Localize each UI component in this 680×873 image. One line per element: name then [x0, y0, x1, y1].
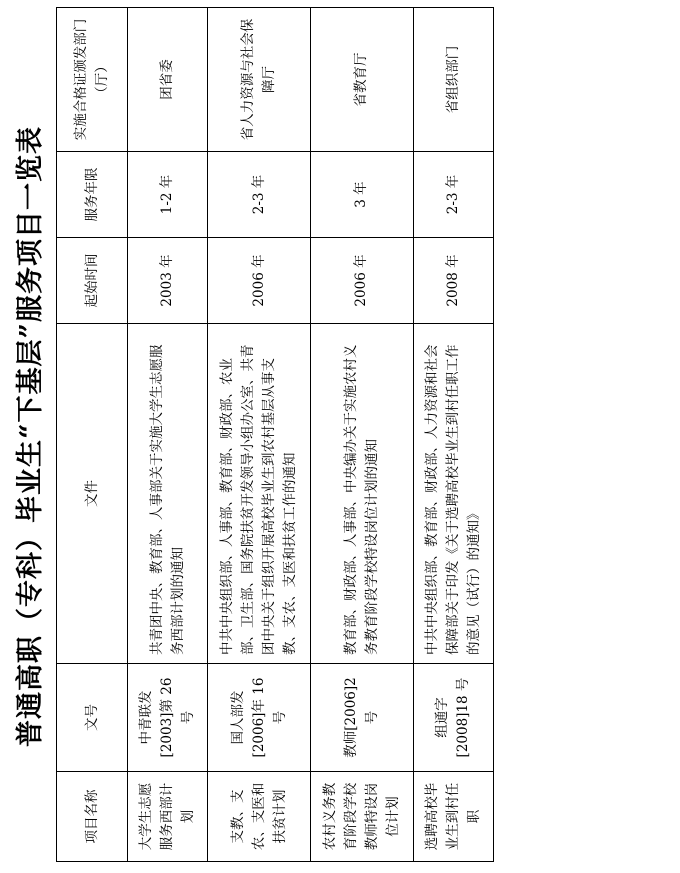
cell-start-time: 2006 年	[310, 238, 413, 324]
cell-issuing-dept: 省人力资源与社会保障厅	[208, 8, 311, 152]
cell-doc-number: 组通字[2008]18 号	[413, 664, 493, 772]
header-doc-number: 文号	[57, 664, 128, 772]
cell-service-years: 2-3 年	[413, 152, 493, 238]
cell-issuing-dept: 省教育厅	[310, 8, 413, 152]
cell-doc-number: 中青联发[2003]第 26 号	[128, 664, 208, 772]
cell-document: 中共中央组织部、教育部、财政部、人力资源和社会保障部关于印发《关于选聘高校毕业生到村任职工作的意见（试行）的通知》	[413, 324, 493, 664]
cell-start-time: 2008 年	[413, 238, 493, 324]
table-row	[208, 8, 311, 862]
service-projects-table	[56, 7, 494, 862]
cell-document: 共青团中央、教育部、人事部关于实施大学生志愿服务西部计划的通知	[128, 324, 208, 664]
cell-doc-number: 教师[2006]2 号	[310, 664, 413, 772]
cell-service-years: 3 年	[310, 152, 413, 238]
table-row	[413, 8, 493, 862]
header-document: 文件	[57, 324, 128, 664]
header-start-time: 起始时间	[57, 238, 128, 324]
cell-start-time: 2006 年	[208, 238, 311, 324]
cell-start-time: 2003 年	[128, 238, 208, 324]
cell-project-name: 支教、支农、支医和扶贫计划	[208, 772, 311, 862]
cell-project-name: 选聘高校毕业生到村任职	[413, 772, 493, 862]
cell-doc-number: 国人部发[2006]年 16 号	[208, 664, 311, 772]
cell-project-name: 大学生志愿服务西部计划	[128, 772, 208, 862]
table-row	[128, 8, 208, 862]
cell-issuing-dept: 团省委	[128, 8, 208, 152]
cell-project-name: 农村义务教育阶段学校教师特设岗位计划	[310, 772, 413, 862]
cell-document: 中共中央组织部、人事部、教育部、财政部、农业部、卫生部、国务院扶贫开发领导小组办公室、共青团中央关于组织开展高校毕业生到农村基层从事支教、支农、支医和扶贫工作的通知	[208, 324, 311, 664]
header-service-years: 服务年限	[57, 152, 128, 238]
cell-service-years: 1-2 年	[128, 152, 208, 238]
page-title: 普通高职（专科）毕业生“下基层”服务项目一览表	[15, 125, 46, 748]
header-project-name: 项目名称	[57, 772, 128, 862]
cell-service-years: 2-3 年	[208, 152, 311, 238]
table-header-row	[57, 8, 128, 862]
table-row	[310, 8, 413, 862]
cell-issuing-dept: 省组织部门	[413, 8, 493, 152]
header-issuing-dept: 实施合格证颁发部门（厅）	[57, 8, 128, 152]
cell-document: 教育部、财政部、人事部、中央编办关于实施农村义务教育阶段学校特设岗位计划的通知	[310, 324, 413, 664]
